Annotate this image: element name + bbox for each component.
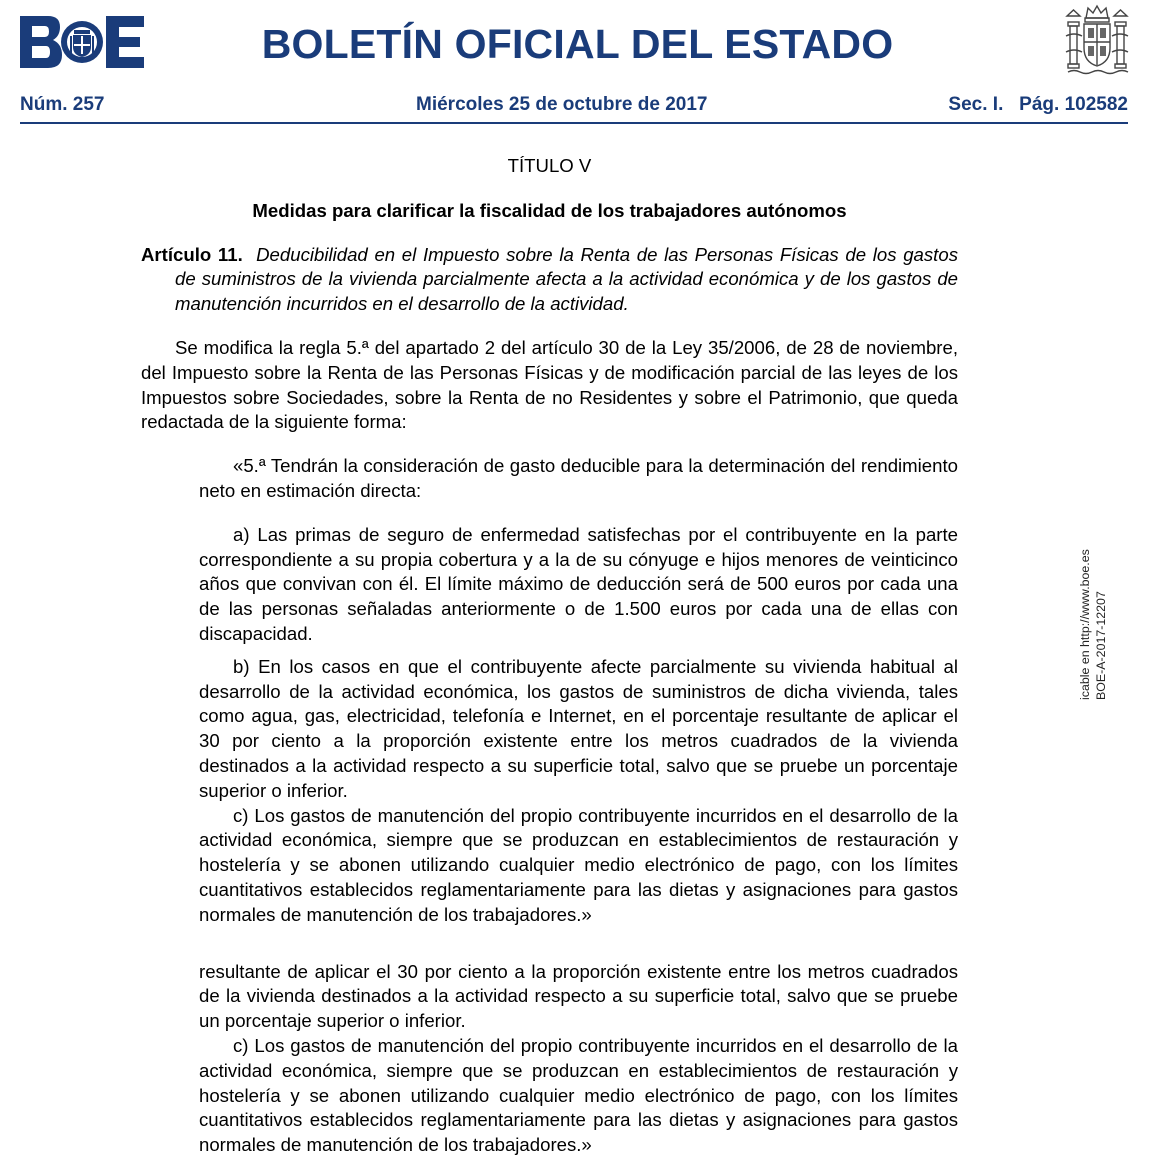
boe-logo (20, 14, 144, 70)
title-label: TÍTULO V (507, 155, 592, 176)
document-body (141, 154, 958, 1158)
issue-number: Núm. 257 (20, 94, 105, 115)
header-rule (20, 122, 1128, 124)
issue-date: Miércoles 25 de octubre de 2017 (416, 94, 708, 115)
section-page: Sec. I. Pág. 102582 (948, 94, 1128, 115)
item-b: b) En los casos en que el contribuyente afecte parcialmente su vivienda habitual al desarrollo de la actividad económica, los gastos de suministros de dicha vivienda, tales como agua, gas, electricidad, telefonía e Internet, en el porcentaje resultante de aplicar el 30 por ciento a la proporción existente entre los metros cuadrados de la vivienda destinados a la actividad respecto a su superficie total, salvo que se pruebe un porcentaje superior o inferior. (199, 655, 958, 801)
article-heading (141, 243, 958, 317)
rule-opening: «5.ª Tendrán la consideración de gasto deducible para la determinación del rendimiento neto en estimación directa: (199, 455, 958, 501)
side-verification-note (1077, 430, 1133, 700)
page-title: BOLETÍN OFICIAL DEL ESTADO (261, 21, 894, 67)
section-heading: Medidas para clarificar la fiscalidad de los trabajadores autónomos (252, 199, 847, 221)
side-note-id: BOE-A-2017-12207 (1094, 591, 1108, 700)
boe-logo-graphic (20, 14, 144, 70)
item-b-repeat-tail: resultante de aplicar el 30 por ciento a la proporción existente entre los metros cuadrados de la vivienda destinados a la actividad respecto a su superficie total, salvo que se pruebe un porcentaje superior o inferior. (199, 960, 958, 1032)
item-a: a) Las primas de seguro de enfermedad satisfechas por el contribuyente en la parte correspondiente a su propia cobertura y a la de su cónyuge e hijos menores de veinticinco años que convivan con él. El límite máximo de deducción será de 500 euros por cada una de las personas señaladas anteriormente o de 1.500 euros por cada una de ellas con discapacidad. (199, 523, 958, 644)
item-c: c) Los gastos de manutención del propio contribuyente incurridos en el desarrollo de la actividad económica, siempre que se produzcan en establecimientos de restauración y hostelería y se abonen utilizando cualquier medio electrónico de pago, con los límites cuantitativos establecidos reglamentariamente para las dietas y asignaciones para gastos normales de manutención de los trabajadores.» (199, 804, 958, 925)
issue-header (20, 90, 1128, 122)
article-title: Deducibilidad en el Impuesto sobre la Renta de las Personas Físicas de los gastos de suministros de la vivienda parcialmente afecta a la actividad económica y de los gastos de manutención incurridos en el desarrollo de la actividad. (175, 243, 958, 315)
coat-of-arms-icon (1064, 2, 1130, 76)
item-c-repeat: c) Los gastos de manutención del propio contribuyente incurridos en el desarrollo de la actividad económica, siempre que se produzcan en establecimientos de restauración y hostelería y se abonen utilizando cualquier medio electrónico de pago, con los límites cuantitativos establecidos reglamentariamente para las dietas y asignaciones para gastos normales de manutención de los trabajadores.» (199, 1034, 958, 1156)
article-number: Artículo 11. (141, 243, 243, 265)
side-note-url: icable en http://www.boe.es (1078, 549, 1092, 700)
intro-paragraph: Se modifica la regla 5.ª del apartado 2 del artículo 30 de la Ley 35/2006, de 28 de noviembre, del Impuesto sobre la Renta de las Personas Físicas y de modificación parcial de las leyes de los Impuestos sobre Sociedades, sobre la Renta de no Residentes y sobre el Patrimonio, que queda redactada de la siguiente forma: (141, 336, 958, 433)
coat-of-arms-graphic (1064, 2, 1130, 76)
